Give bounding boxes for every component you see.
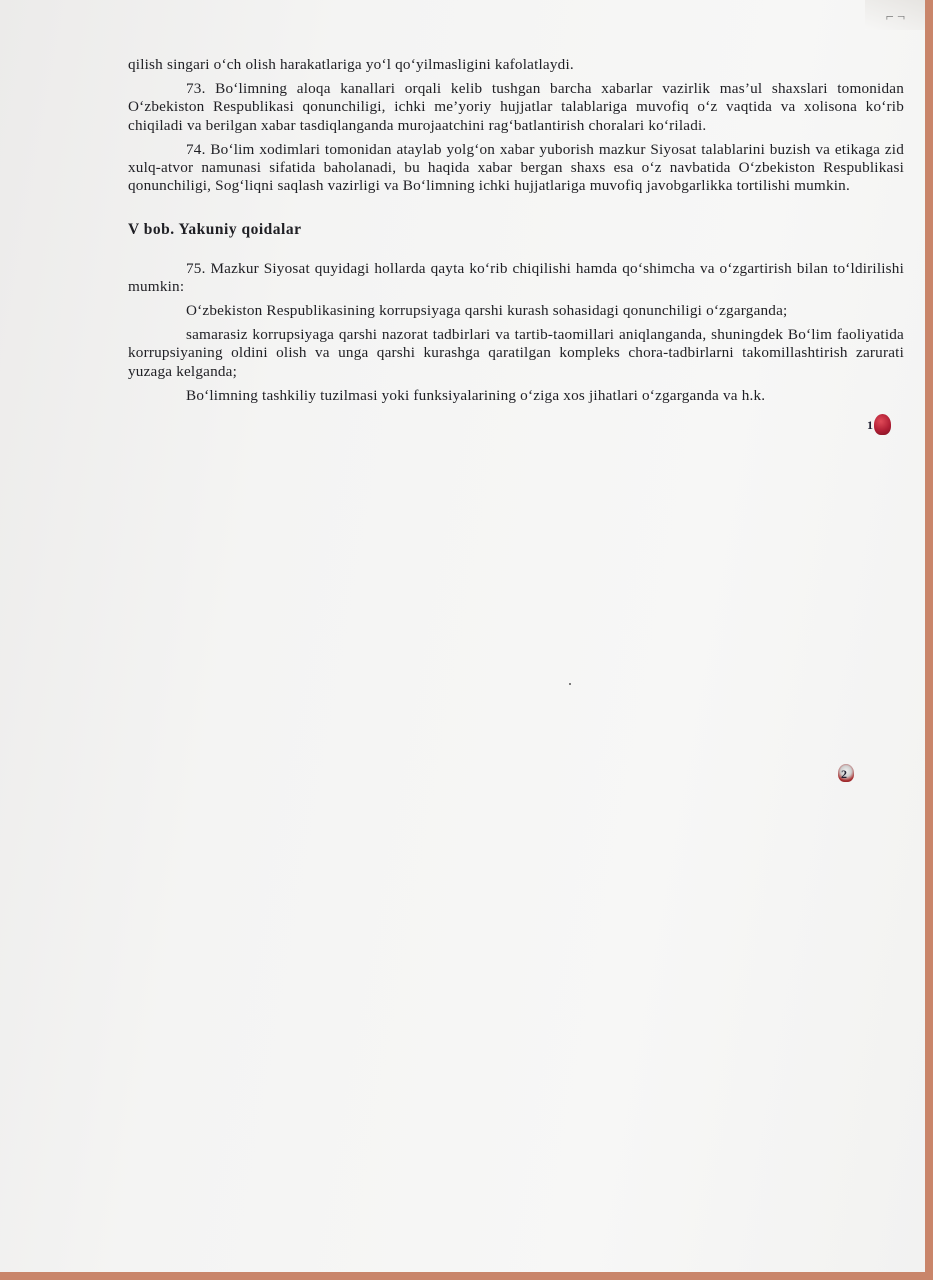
paragraph-74: 74. Bo‘lim xodimlari tomonidan ataylab yolg‘on xabar yuborish mazkur Siyosat talablarini buzish va etikaga zid xulq-atvor namunasi sifatida baholanadi, bu haqida xabar bergan shaxs esa o‘z navbatida O‘zbekiston Respublikasi qonunchiligi, Sog‘liqni saqlash vazirligi va Bo‘limning ichki hujjatlariga muvofiq javobgarlikka tortilishi mumkin. <box>128 140 904 195</box>
list-item: O‘zbekiston Respublikasining korrupsiyaga qarshi kurash sohasidagi qonunchiligi o‘zgarganda; <box>186 302 788 320</box>
paragraph-75: 75. Mazkur Siyosat quyidagi hollarda qayta ko‘rib chiqilishi hamda qo‘shimcha va o‘zgartirish bilan to‘ldirilishi mumkin: <box>128 259 904 295</box>
ink-dot <box>569 683 571 685</box>
seal-label-2: 2 <box>841 767 847 781</box>
paragraph-73: 73. Bo‘limning aloqa kanallari orqali kelib tushgan barcha xabarlar vazirlik mas’ul shaxslari tomonidan O‘zbekiston Respublikasi qonunchiligi, ichki me’yoriy hujjatlar talablariga muvofiq o‘z vaqtida va xolisona ko‘rib chiqiladi va berilgan xabar tasdiqlanganda murojaatchini rag‘batlantirish choralari ko‘riladi. <box>128 80 904 134</box>
stamp-seal-icon <box>874 414 891 435</box>
paragraph-continuation: qilish singari o‘ch olish harakatlariga yo‘l qo‘yilmasligini kafolatlaydi. <box>128 56 574 73</box>
seal-label-1: 1 <box>867 418 873 432</box>
document-body <box>128 56 904 411</box>
list-item: Bo‘limning tashkiliy tuzilmasi yoki funksiyalarining o‘ziga xos jihatlari o‘zgarganda va h.k. <box>186 386 766 404</box>
corner-mark: ⌐ ¬ <box>885 10 905 25</box>
chapter-heading: V bob. Yakuniy qoidalar <box>128 221 302 239</box>
list-item: samarasiz korrupsiyaga qarshi nazorat tadbirlari va tartib-taomillari aniqlanganda, shuningdek Bo‘lim faoliyatida korrupsiyaning oldini olish va unga qarshi kurashga qaratilgan kompleks chora-tadbirlarni takomillashtirish zarurati yuzaga kelganda; <box>128 326 904 380</box>
